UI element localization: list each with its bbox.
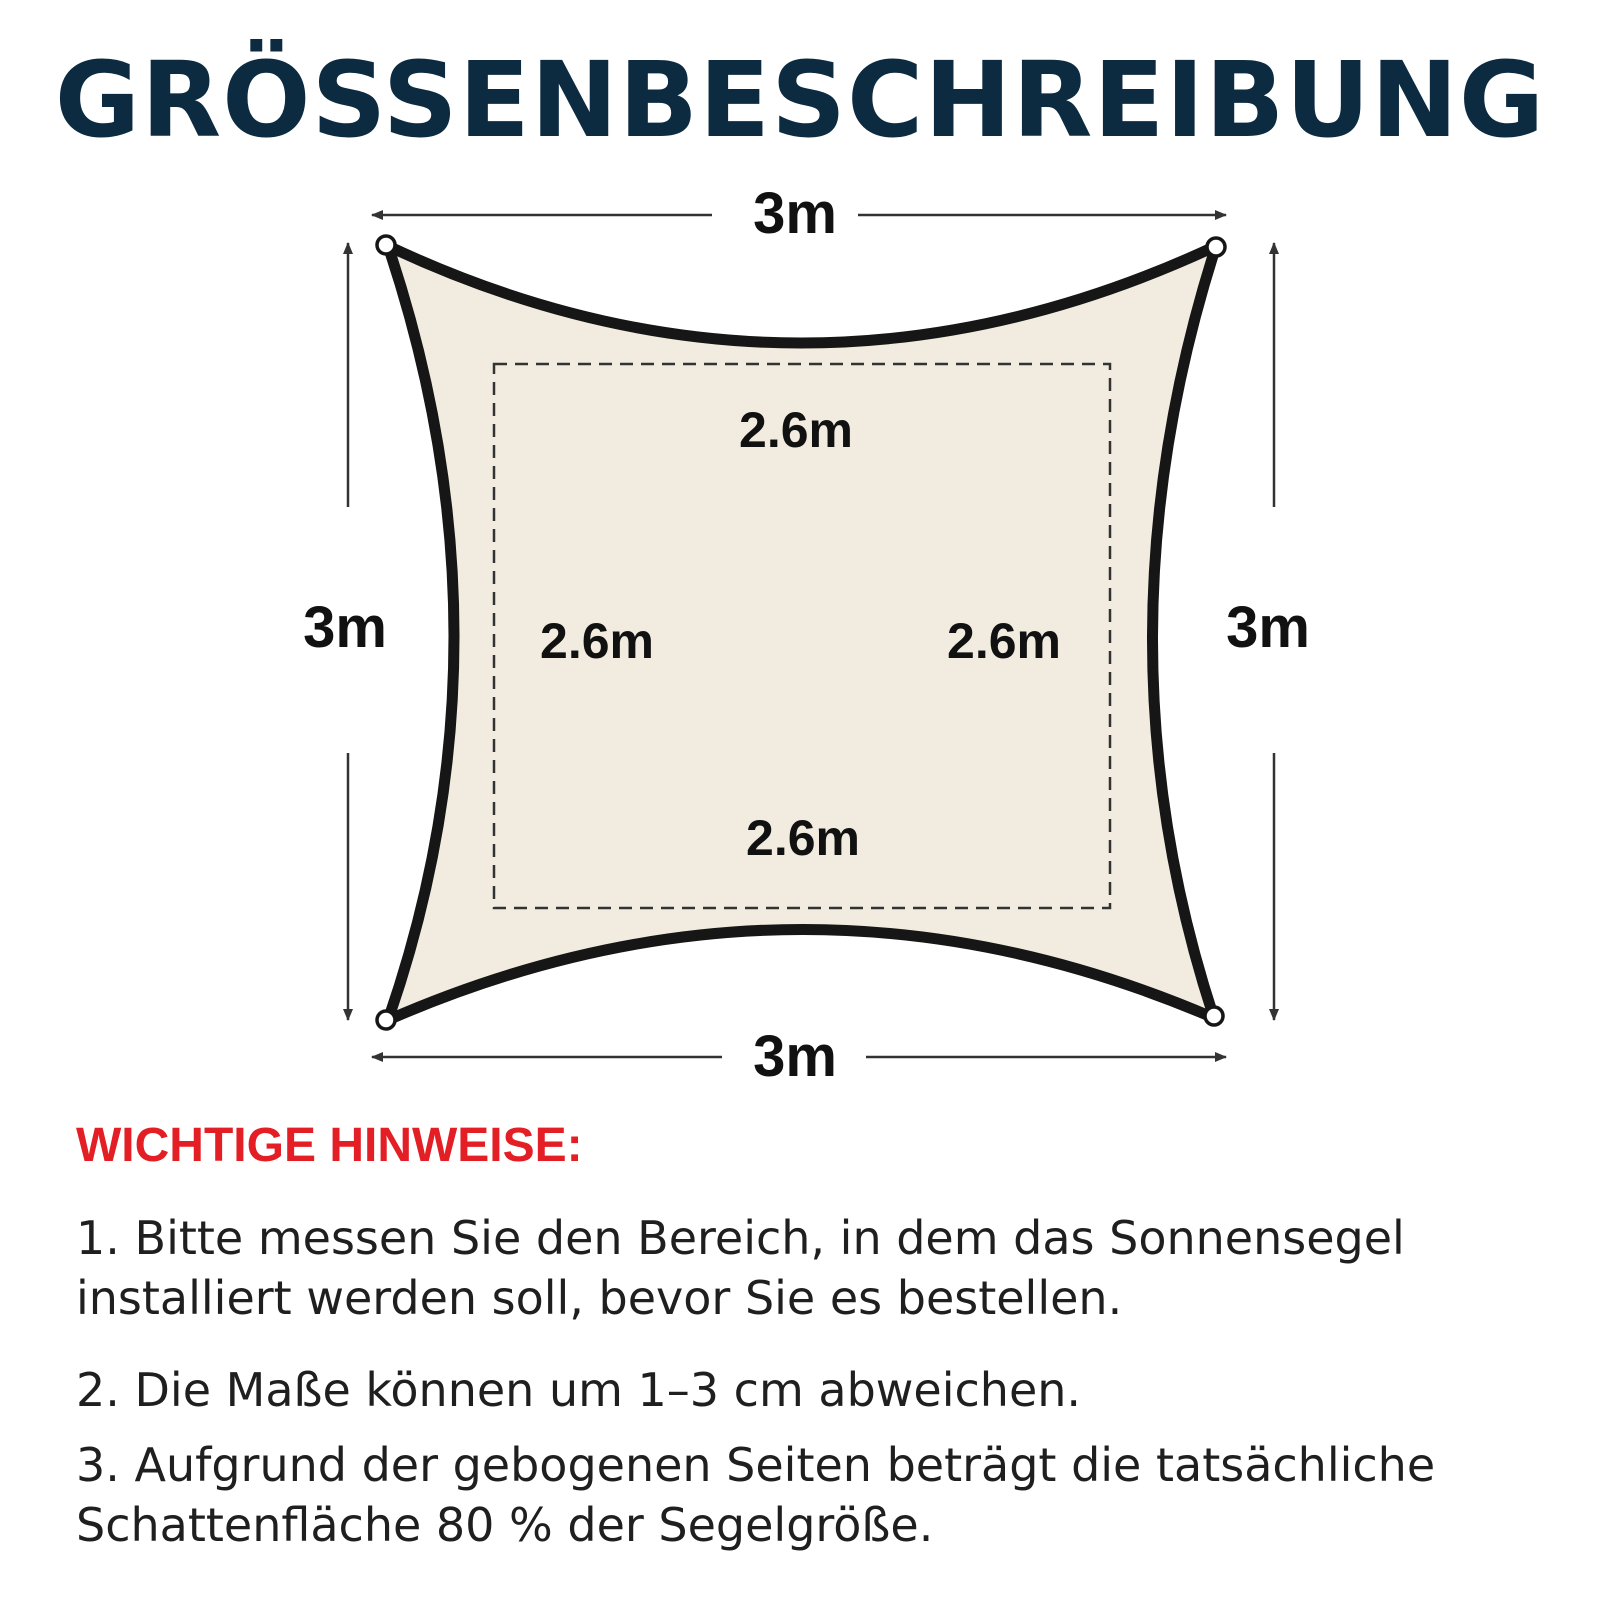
inner-top-dimension-label: 2.6m (739, 402, 853, 458)
notes-heading: WICHTIGE HINWEISE: (76, 1119, 583, 1172)
outer-left-dimension-label: 3m (303, 595, 387, 660)
corner-ring-top-right (1207, 238, 1225, 256)
page-title: GRÖSSENBESCHREIBUNG (54, 39, 1546, 161)
outer-right-dimension-label: 3m (1226, 595, 1310, 660)
corner-ring-bottom-left (377, 1011, 395, 1029)
outer-bottom-dimension-label: 3m (753, 1024, 837, 1089)
note-item: 2. Die Maße können um 1–3 cm abweichen. (76, 1363, 1082, 1417)
corner-ring-top-left (377, 236, 395, 254)
inner-left-dimension-label: 2.6m (540, 613, 654, 669)
outer-top-dimension-label: 3m (753, 181, 837, 246)
corner-ring-bottom-right (1205, 1007, 1223, 1025)
inner-right-dimension-label: 2.6m (947, 613, 1061, 669)
inner-bottom-dimension-label: 2.6m (746, 810, 860, 866)
note-item: 1. Bitte messen Sie den Bereich, in dem das Sonnensegel installiert werden soll, bevor Sie es bestellen. (76, 1211, 1405, 1325)
sail-shape (388, 246, 1216, 1020)
note-item: 3. Aufgrund der gebogenen Seiten beträgt die tatsächliche Schattenfläche 80 % der Segelgröße. (76, 1438, 1436, 1552)
